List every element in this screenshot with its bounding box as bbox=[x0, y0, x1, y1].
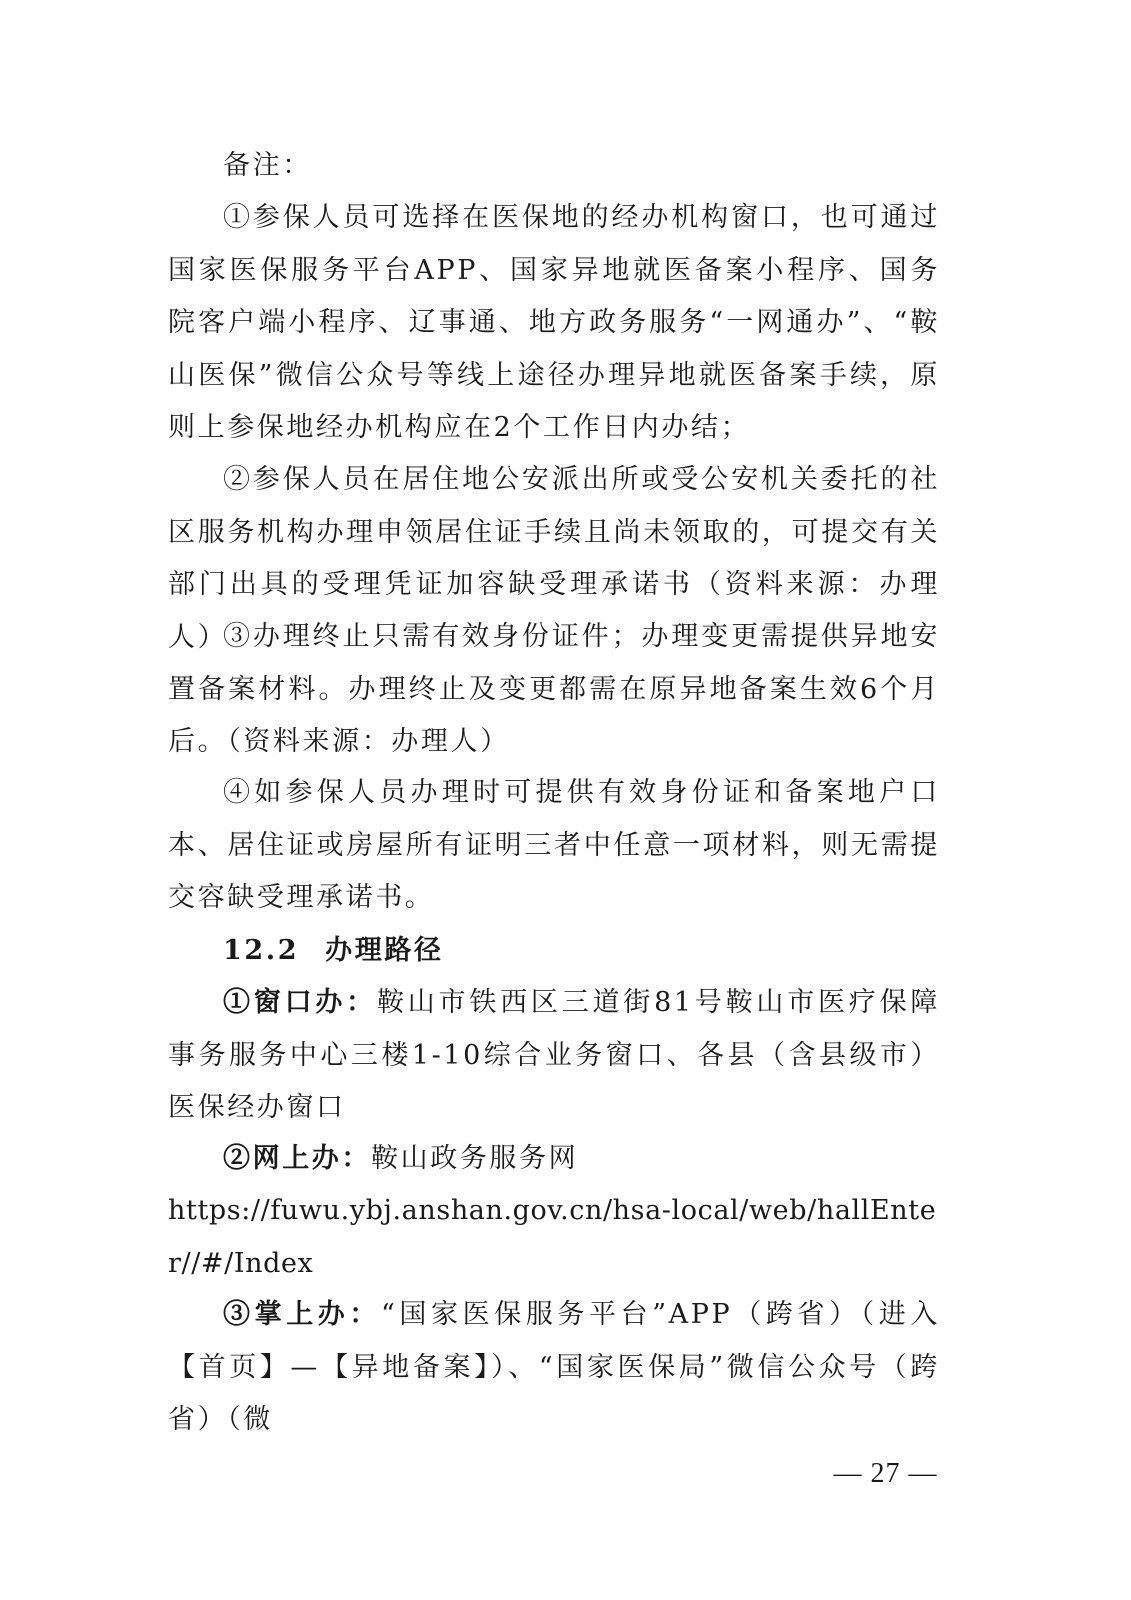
path-online bbox=[168, 1133, 940, 1186]
page-number: — 27 — bbox=[833, 1458, 938, 1489]
remarks-title: 备注： bbox=[223, 150, 312, 181]
path-online-text: 鞍山政务服务网 bbox=[371, 1143, 579, 1174]
remark-item-2: ②参保人员在居住地公安派出所或受公安机关委托的社区服务机构办理申领居住证手续且尚未领取的，可提交有关部门出具的受理凭证加容缺受理承诺书（资料来源：办理人） bbox=[168, 464, 940, 653]
remark-item-1: ①参保人员可选择在医保地的经办机构窗口，也可通过国家医保服务平台APP、国家异地就医备案小程序、国务院客户端小程序、辽事通、地方政务服务“一网通办”、“鞍山医保”微信公众号等线上途径办理异地就医备案手续，原则上参保地经办机构应在2个工作日内办结； bbox=[168, 202, 940, 443]
remark-item-3: ③办理终止只需有效身份证件；办理变更需提供异地安置备案材料。办理终止及变更都需在原异地备案生效6个月后。（资料来源：办理人） bbox=[168, 621, 940, 757]
path-window bbox=[168, 977, 940, 1135]
path-window-text: 鞍山市铁西区三道街81号鞍山市医疗保障事务服务中心三楼1-10综合业务窗口、各县（含县级市）医保经办窗口 bbox=[168, 987, 940, 1123]
remark-item-4: ④如参保人员办理时可提供有效身份证和备案地户口本、居住证或房屋所有证明三者中任意一项材料，则无需提交容缺受理承诺书。 bbox=[168, 777, 940, 913]
path-mobile-text: “国家医保服务平台”APP（跨省）（进入【首页】—【异地备案】）、“国家医保局”微信公众号（跨省）（微 bbox=[168, 1299, 940, 1435]
path-online-url: https://fuwu.ybj.anshan.gov.cn/hsa-local/web/hallEnter//#/Index bbox=[168, 1195, 937, 1279]
section-number: 12.2 bbox=[223, 935, 300, 966]
section-title: 办理路径 bbox=[325, 935, 444, 966]
path-online-label: ②网上办： bbox=[223, 1143, 371, 1174]
path-window-label: ①窗口办： bbox=[223, 987, 377, 1018]
path-mobile-label: ③掌上办： bbox=[223, 1299, 382, 1330]
path-mobile bbox=[168, 1289, 940, 1447]
section-heading bbox=[223, 925, 444, 978]
